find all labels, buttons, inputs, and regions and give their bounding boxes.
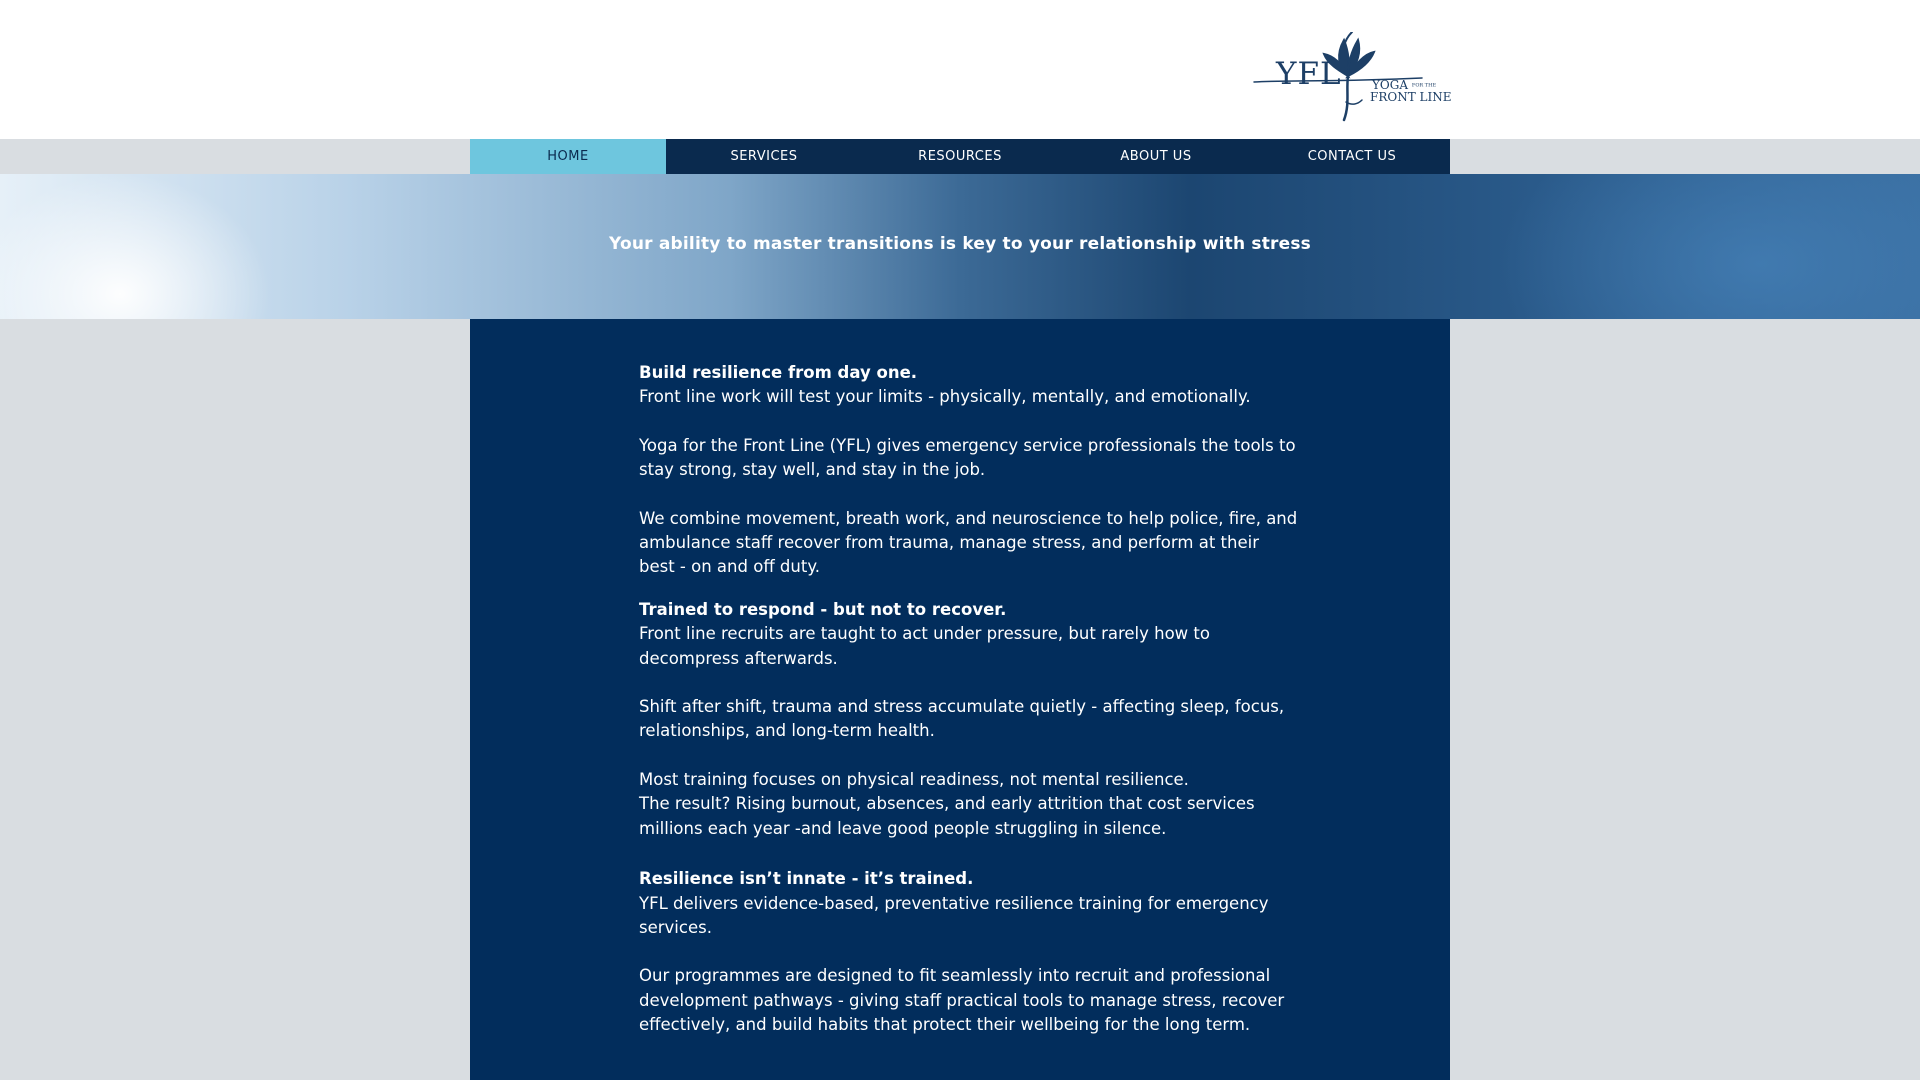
paragraph-shift: Shift after shift, trauma and stress accumulate quietly - affecting sleep, focus, relationships, and long-term health. (639, 697, 1285, 741)
logo-line2: FRONT LINE (1370, 90, 1452, 104)
nav-item-home[interactable]: HOME (470, 139, 666, 174)
section-heading-trained: Trained to respond - but not to recover. (639, 599, 1007, 619)
site-header (0, 0, 1920, 139)
section-heading-resilience: Build resilience from day one. (639, 363, 918, 382)
paragraph-yfl-intro: Yoga for the Front Line (YFL) gives emergency service professionals the tools to stay strong, stay well, and stay in the job. (639, 435, 1296, 480)
logo-line1-main: YOGA (1372, 78, 1409, 92)
paragraph-recruits: Front line recruits are taught to act under pressure, but rarely how to decompress afterwards. (639, 624, 1210, 668)
main-content-panel (470, 319, 1450, 1080)
nav-item-about-us[interactable]: ABOUT US (1120, 149, 1192, 164)
paragraph-delivers: YFL delivers evidence-based, preventative resilience training for emergency services. (639, 893, 1269, 937)
paragraph-programmes: Our programmes are designed to fit seamlessly into recruit and professional development pathways - giving staff practical tools to manage stress, recover effectively, and build habits that protect their wellbeing for the long term. (639, 966, 1285, 1035)
main-nav (470, 139, 1450, 174)
paragraph-training-focus: Most training focuses on physical readiness, not mental resilience. (639, 769, 1189, 789)
banner-tagline: Your ability to master transitions is key to your relationship with stress (609, 234, 1311, 254)
hero-banner (0, 174, 1920, 319)
paragraph-combine: We combine movement, breath work, and neuroscience to help police, fire, and ambulance staff recover from trauma, manage stress, and perform at their best - on and off duty. (639, 508, 1298, 577)
nav-item-services[interactable]: SERVICES (730, 149, 798, 164)
paragraph-result: The result? Rising burnout, absences, and early attrition that cost services millions each year -and leave good people struggling in silence. (639, 794, 1255, 838)
logo-abbrev: YFL (1276, 56, 1342, 92)
paragraph-limits: Front line work will test your limits - physically, mentally, and emotionally. (639, 387, 1251, 407)
section-heading-innate: Resilience isn’t innate - it’s trained. (639, 869, 974, 889)
yfl-logo[interactable] (1252, 32, 1452, 122)
logo-line1-small: FOR THE (1411, 82, 1437, 89)
nav-item-contact-us[interactable]: CONTACT US (1307, 149, 1397, 164)
content-text (639, 361, 1299, 1038)
nav-item-resources[interactable]: RESOURCES (918, 149, 1002, 164)
